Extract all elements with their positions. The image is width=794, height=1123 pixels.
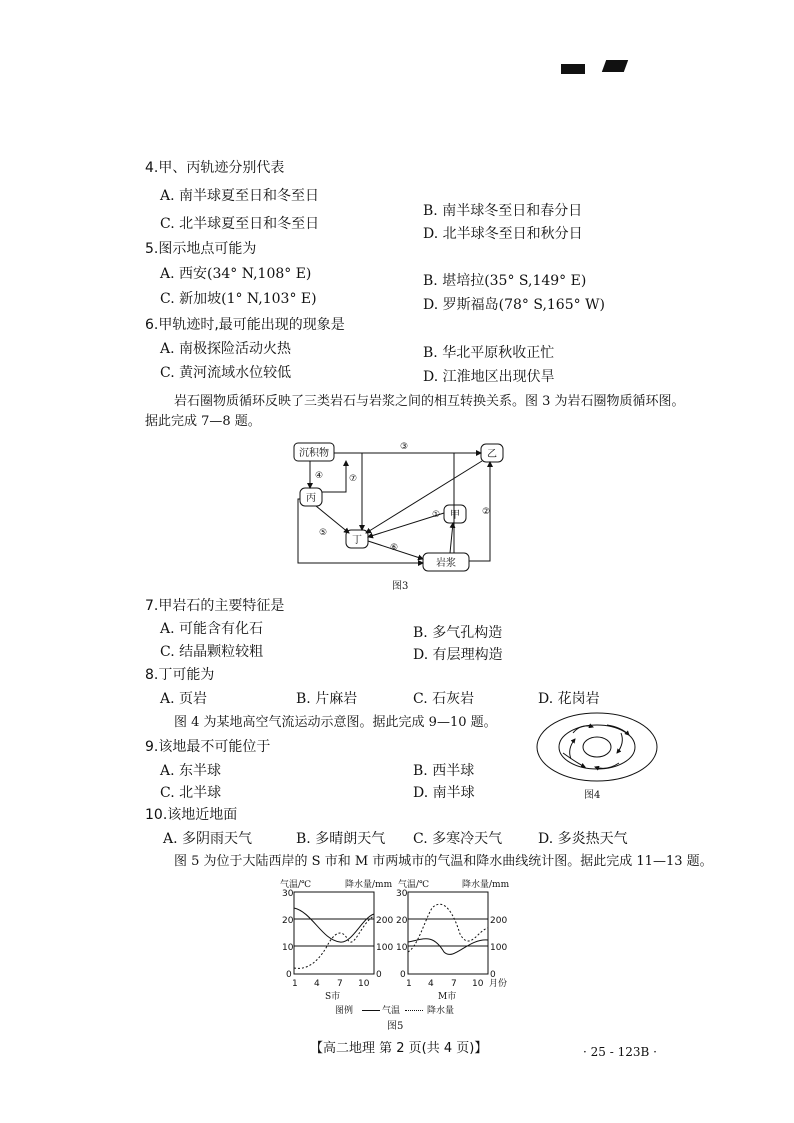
q10-option-b: B. 多晴朗天气 [296, 831, 386, 847]
fig5-s-month-4: 4 [314, 979, 320, 988]
fig3-node-jia: 甲 [450, 510, 460, 521]
fig5-m-month-1: 1 [406, 979, 412, 988]
q4-stem: 4.甲、丙轨迹分别代表 [145, 160, 285, 176]
fig5-m-tick-30: 30 [396, 889, 408, 899]
q4-option-b: B. 南半球冬至日和春分日 [423, 203, 583, 219]
fig3-arrow-4: ④ [314, 471, 324, 481]
figure-3-caption: 图3 [392, 581, 409, 592]
q10-option-a: A. 多阴雨天气 [163, 831, 253, 847]
fig3-node-ding: 丁 [352, 535, 362, 546]
fig5-s-precip-label: 降水量/mm [345, 880, 393, 890]
fig5-m-month-10: 10 [472, 979, 484, 988]
figure-4-caption: 图4 [584, 790, 601, 801]
q9-option-d: D. 南半球 [413, 785, 475, 801]
q4-option-c: C. 北半球夏至日和冬至日 [160, 216, 320, 232]
figure-5-caption: 图5 [387, 1021, 404, 1032]
figure-3-rock-cycle [290, 437, 510, 577]
fig5-m-month-4: 4 [428, 979, 434, 988]
fig5-m-ptick-200: 200 [490, 916, 508, 926]
intro-7-8-line1: 岩石圈物质循环反映了三类岩石与岩浆之间的相互转换关系。图 3 为岩石圈物质循环图。 [174, 394, 685, 409]
fig5-m-tick-10: 10 [396, 943, 408, 953]
q7-option-b: B. 多气孔构造 [413, 625, 503, 641]
q6-option-c: C. 黄河流域水位较低 [160, 365, 292, 381]
q5-option-c: C. 新加坡(1° N,103° E) [160, 291, 317, 307]
fig5-s-ptick-0: 0 [376, 970, 382, 980]
q6-option-d: D. 江淮地区出现伏旱 [423, 369, 555, 385]
fig5-m-ptick-0: 0 [490, 970, 496, 980]
q8-option-d: D. 花岗岩 [538, 691, 600, 707]
q5-option-b: B. 堪培拉(35° S,149° E) [423, 273, 587, 289]
fig5-s-tick-0: 0 [286, 970, 292, 980]
fig5-legend-precip: 降水量 [427, 1006, 455, 1016]
q6-stem: 6.甲轨迹时,最可能出现的现象是 [145, 317, 345, 333]
fig5-s-tick-30: 30 [282, 889, 294, 899]
fig3-arrow-5: ⑤ [318, 528, 328, 538]
q8-stem: 8.丁可能为 [145, 667, 215, 683]
fig5-s-tick-20: 20 [282, 916, 294, 926]
fig5-m-precip-label: 降水量/mm [462, 880, 510, 890]
fig3-arrow-3: ③ [399, 442, 409, 452]
fig3-node-sediment: 沉积物 [299, 448, 329, 459]
q7-option-d: D. 有层理构造 [413, 647, 503, 663]
q7-option-c: C. 结晶颗粒较粗 [160, 644, 264, 660]
q5-option-d: D. 罗斯福岛(78° S,165° W) [423, 297, 605, 313]
intro-11-13: 图 5 为位于大陆西岸的 S 市和 M 市两城市的气温和降水曲线统计图。据此完成 11—13 题。 [174, 854, 713, 869]
fig3-arrow-6: ⑥ [389, 543, 399, 553]
q10-stem: 10.该地近地面 [145, 807, 238, 823]
fig5-s-ptick-200: 200 [376, 916, 394, 926]
fig5-city-m: M市 [438, 992, 457, 1002]
intro-9-10: 图 4 为某地高空气流运动示意图。据此完成 9—10 题。 [174, 715, 497, 730]
fig5-m-month-7: 7 [451, 979, 457, 988]
fig3-arrow-1: ① [431, 510, 441, 520]
q6-option-a: A. 南极探险活动火热 [160, 341, 292, 357]
fig5-s-month-10: 10 [358, 979, 370, 988]
fig5-legend-temp: 气温 [382, 1006, 401, 1016]
q9-option-b: B. 西半球 [413, 763, 475, 779]
fig5-m-temp-label: 气温/℃ [398, 880, 430, 890]
fig3-node-bing: 丙 [306, 493, 316, 504]
q4-option-d: D. 北半球冬至日和秋分日 [423, 226, 583, 242]
fig5-m-tick-0: 0 [400, 970, 406, 980]
fig5-m-tick-20: 20 [396, 916, 408, 926]
q8-option-a: A. 页岩 [160, 691, 208, 707]
figure-5-charts [282, 888, 522, 988]
figure-4-airflow [533, 709, 663, 787]
q10-option-c: C. 多寒冷天气 [413, 831, 503, 847]
q8-option-b: B. 片麻岩 [296, 691, 358, 707]
intro-7-8-line2: 据此完成 7—8 题。 [145, 414, 261, 429]
fig3-arrow-2: ② [481, 507, 491, 517]
fig5-legend-title: 图例 [335, 1006, 354, 1016]
fig5-s-tick-10: 10 [282, 943, 294, 953]
scan-mark [602, 60, 628, 72]
q9-option-c: C. 北半球 [160, 785, 222, 801]
fig5-s-ptick-100: 100 [376, 943, 394, 953]
scan-mark [561, 64, 585, 74]
q5-stem: 5.图示地点可能为 [145, 241, 257, 257]
fig5-s-temp-label: 气温/℃ [280, 880, 312, 890]
fig3-arrow-7: ⑦ [348, 474, 358, 484]
q10-option-d: D. 多炎热天气 [538, 831, 628, 847]
fig3-node-yi: 乙 [487, 449, 497, 460]
q4-option-a: A. 南半球夏至日和冬至日 [160, 188, 320, 204]
fig5-s-month-1: 1 [292, 979, 298, 988]
q6-option-b: B. 华北平原秋收正忙 [423, 345, 555, 361]
fig3-node-magma: 岩浆 [436, 558, 456, 569]
footer-title: 【高二地理 第 2 页(共 4 页)】 [310, 1041, 488, 1056]
fig5-city-s: S市 [325, 992, 341, 1002]
q9-stem: 9.该地最不可能位于 [145, 739, 271, 755]
footer-code: · 25 - 123B · [583, 1045, 657, 1059]
q5-option-a: A. 西安(34° N,108° E) [160, 266, 312, 282]
fig5-legend-precip-line [405, 1010, 423, 1011]
q7-stem: 7.甲岩石的主要特征是 [145, 598, 285, 614]
q9-option-a: A. 东半球 [160, 763, 222, 779]
fig5-m-ptick-100: 100 [490, 943, 508, 953]
fig5-s-month-7: 7 [337, 979, 343, 988]
fig5-month-unit: 月份 [489, 979, 508, 988]
q8-option-c: C. 石灰岩 [413, 691, 475, 707]
q7-option-a: A. 可能含有化石 [160, 621, 264, 637]
fig5-legend-temp-line [362, 1010, 380, 1011]
